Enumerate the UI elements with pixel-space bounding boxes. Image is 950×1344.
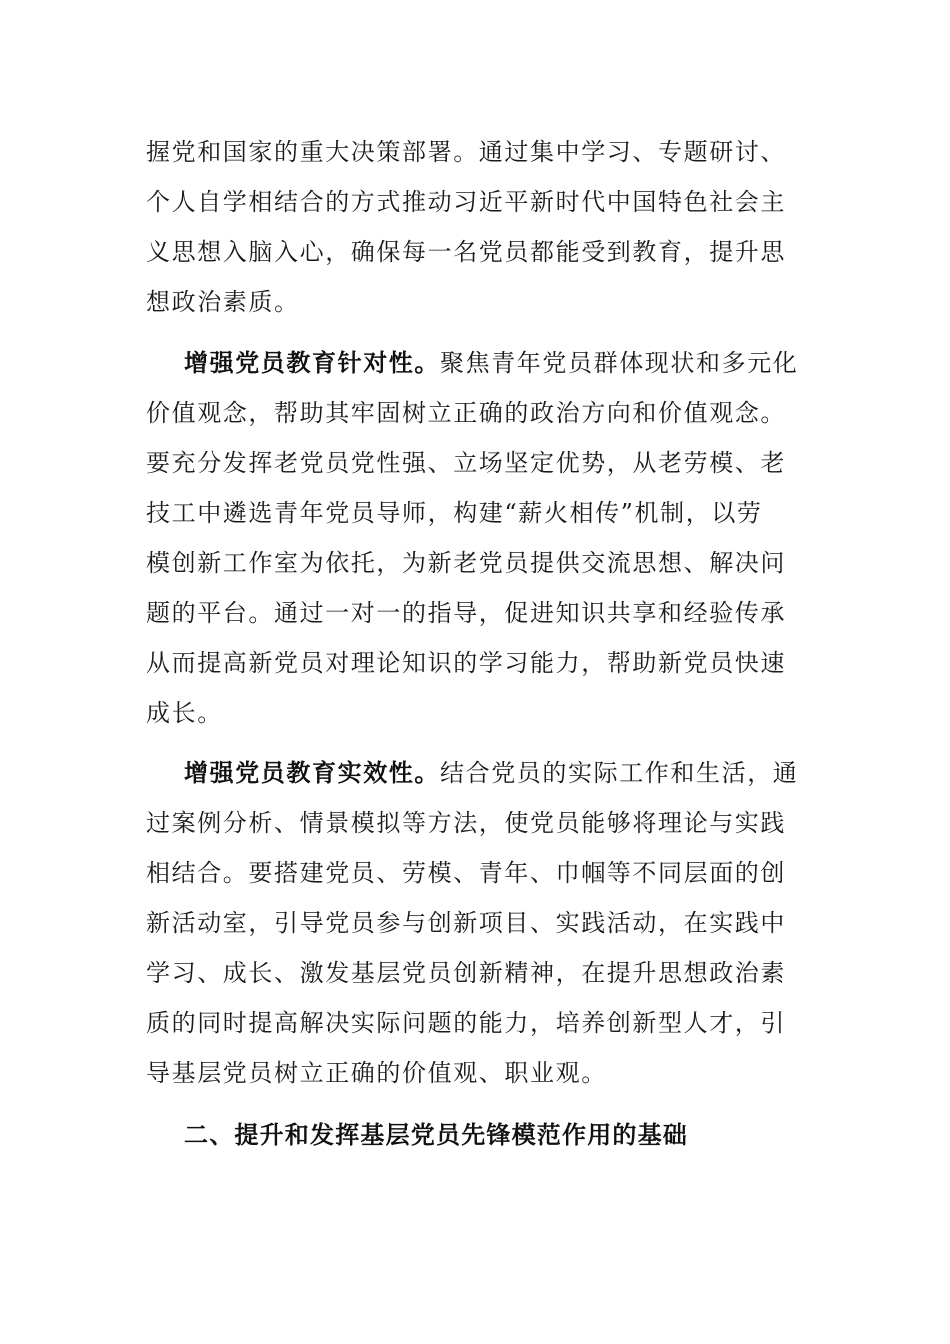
paragraph-continuation — [146, 127, 808, 327]
paragraph-line: 过案例分析、情景模拟等方法，使党员能够将理论与实践 — [146, 809, 786, 837]
paragraph-first-line — [146, 338, 808, 388]
paragraph-line: 想政治素质。 — [146, 288, 300, 316]
paragraph-line: 价值观念，帮助其牢固树立正确的政治方向和价值观念。 — [146, 399, 786, 427]
paragraph-line: 义思想入脑入心，确保每一名党员都能受到教育，提升思 — [146, 238, 786, 266]
paragraph-line: 新活动室，引导党员参与创新项目、实践活动，在实践中 — [146, 909, 786, 937]
paragraph-line: 模创新工作室为依托，为新老党员提供交流思想、解决问 — [146, 549, 786, 577]
paragraph-line: 相结合。要搭建党员、劳模、青年、巾帼等不同层面的创 — [146, 859, 786, 887]
paragraph-line: 学习、成长、激发基层党员创新精神，在提升思想政治素 — [146, 959, 786, 987]
paragraph-line: 要充分发挥老党员党性强、立场坚定优势，从老劳模、老 — [146, 449, 786, 477]
section-heading: 二、提升和发挥基层党员先锋模范作用的基础 — [184, 1121, 688, 1149]
paragraph-line: 题的平台。通过一对一的指导，促进知识共享和经验传承 — [146, 599, 786, 627]
paragraph-education-effectiveness — [146, 748, 808, 1098]
paragraph-line: 从而提高新党员对理论知识的学习能力，帮助新党员快速 — [146, 649, 786, 677]
paragraph-education-targeting — [146, 338, 808, 738]
paragraph-line: 个人自学相结合的方式推动习近平新时代中国特色社会主 — [146, 188, 786, 216]
paragraph-line: 握党和国家的重大决策部署。通过集中学习、专题研讨、 — [146, 138, 786, 166]
paragraph-first-line-text: 结合党员的实际工作和生活，通 — [440, 759, 799, 787]
paragraph-line: 成长。 — [146, 699, 223, 727]
paragraph-lead-title: 增强党员教育针对性。 — [184, 348, 440, 377]
paragraph-line: 质的同时提高解决实际问题的能力，培养创新型人才，引 — [146, 1009, 786, 1037]
paragraph-first-line — [146, 748, 808, 798]
paragraph-lead-title: 增强党员教育实效性。 — [184, 758, 440, 787]
paragraph-first-line-text: 聚焦青年党员群体现状和多元化 — [440, 349, 799, 377]
paragraph-line: 技工中遴选青年党员导师，构建“薪火相传”机制，以劳 — [146, 499, 763, 527]
paragraph-line: 导基层党员树立正确的价值观、职业观。 — [146, 1059, 607, 1087]
